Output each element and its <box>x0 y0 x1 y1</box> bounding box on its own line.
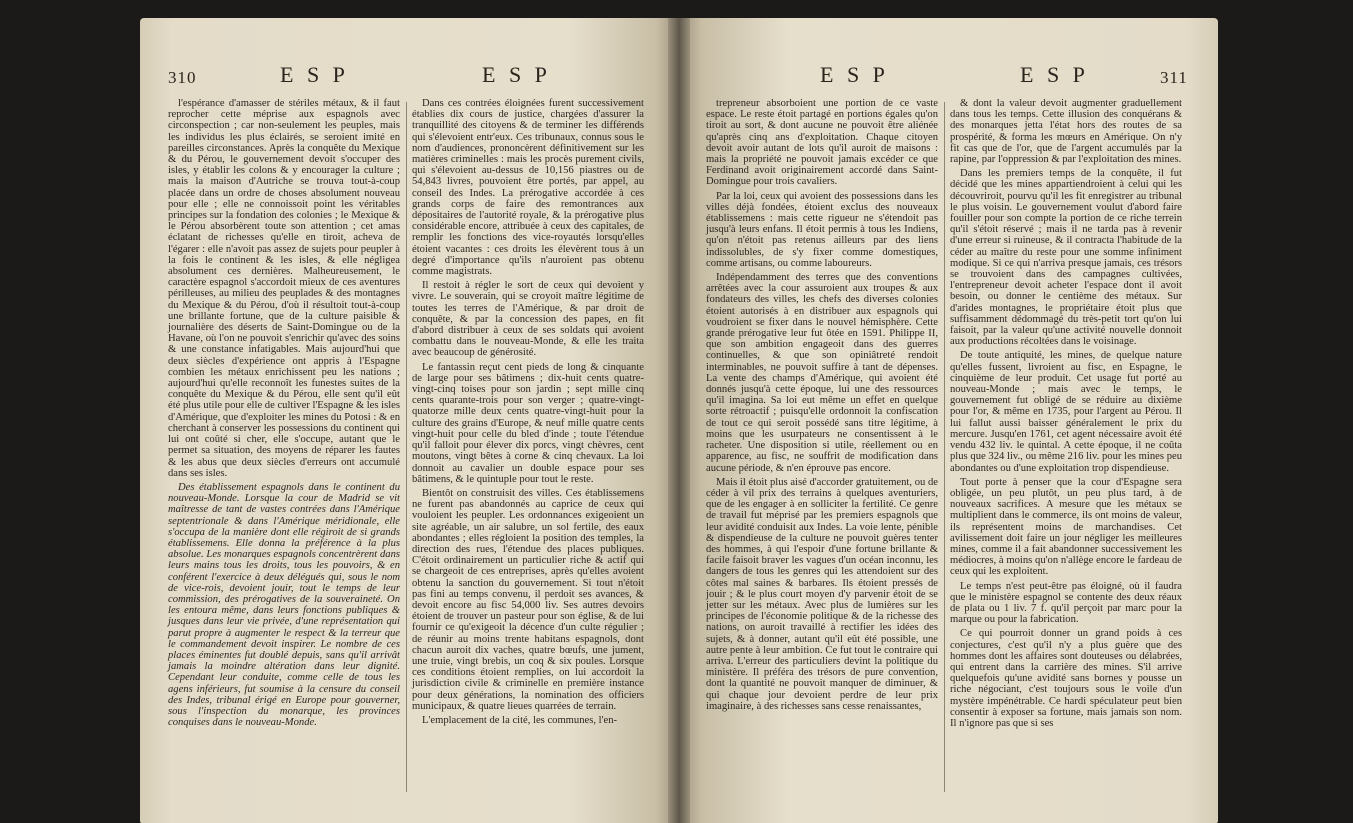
paragraph: l'espérance d'amasser de stériles métaux, & il faut reprocher cette méprise aux espagnols avec circonspection ; car non-seulement les peuples, mais les individus les plus éclairés, se seroient imité en pareilles circonstances. Après la conquête du Mexique & du Pérou, le gouvernement devoit s'occuper des isles, y établir les colons & y encourager la culture ; mais la maison d'Autriche se trouva tout-à-coup placée dans un ordre de choses absolument nouveau pour elle ; elle ne connoissoit point les véritables principes sur la fondation des colonies ; le Mexique & le Pérou absorbèrent toute son attention ; cet amas éclatant de richesses qu'elle en tiroit, acheva de l'égarer : elle n'avoit pas assez de sujets pour peupler à la fois le continent & les isles, & elle négligea absolument ces dernières. Malheureusement, le caractère espagnol s'accordoit mieux de ces aventures périlleuses, au milieu des peuplades & des montagnes du Mexique & du Pérou, d'où il résultoit tout-à-coup une brillante fortune, que de la culture paisible & journalière des déserts de Saint-Domingue ou de la Havane, où l'on ne pouvoit s'enrichir qu'avec des soins & une constance infatigables. Mais aujourd'hui que deux siècles d'expérience ont appris à l'Espagne combien les métaux enrichissent peu les nations ; aujourd'hui qu'elle reconnoît les funestes suites de la conquête du Mexique & du Pérou, elle sent qu'il eût été plus utile pour elle de cultiver l'Espagne & les isles d'Amérique, que d'exploiter les mines du Potosi : & en cherchant à conserver les possessions du continent qui lui ont coûté si cher, elle s'occupe, autant que le permet sa situation, des moyens de réparer les fautes & les abus que deux siècles d'erreurs ont accumulé dans ses isles. <box>168 98 400 479</box>
paragraph: Le fantassin reçut cent pieds de long & cinquante de large pour ses bâtimens ; dix-huit cents quatre-vingt-cinq toises pour son jardin ; sept mille cinq cents quarante-trois pour son verger ; quatre-vingt-quatorze mille deux cents quatre-vingt-huit pour la culture des grains d'Europe, & neuf mille quatre cents vingt-huit pour celle du bled d'inde ; toute l'étendue qu'il falloit pour élever dix porcs, vingt chèvres, cent moutons, vingt bêtes à corne & cinq chevaux. La loi donnoit au cavalier un double espace pour ses bâtimens, & le quintuple pour tout le reste. <box>412 361 644 485</box>
paragraph: De toute antiquité, les mines, de quelque nature qu'elles fussent, livroient au fisc, en Espagne, le cinquième de leur produit. Cet usage fut porté au nouveau-Monde ; mais avec le temps, le gouvernement fut obligé de se réduire au dixième pour l'or, & même en 1735, pour l'argent au Pérou. Il lui fallut aussi baisser généralement le prix du mercure. Jusqu'en 1761, cet agent nécessaire avoit été vendu 432 liv. le quintal. A cette époque, il ne coûta plus que 324 liv., ou même 216 liv. pour les mines peu abondantes ou d'une exploitation trop dispendieuse. <box>950 350 1182 474</box>
paragraph: Le temps n'est peut-être pas éloigné, où il faudra que le ministère espagnol se contente des deux réaux de plata ou 1 liv. 7 f. qu'il perçoit par marc pour la marque ou pour la fabrication. <box>950 580 1182 626</box>
paragraph: Des établissement espagnols dans le continent du nouveau-Monde. Lorsque la cour de Madrid se vit maîtresse de tant de vastes contrées dans l'Amérique septentrionale & dans l'Amérique méridionale, elle s'occupa de la manière dont elle régiroit de si grands établissemens. Elle donna la préférence à la plus absolue. Les monarques espagnols concentrèrent dans leurs mains tous les droits, tous les pouvoirs, & en conférent l'exercice à deux délégués qui, sous le nom de vice-rois, devoient jouir, tout le temps de leur commission, des prérogatives de la souveraineté. On les entoura même, dans leurs fonctions publiques & jusques dans leur vie privée, d'une représentation qui parut propre à augmenter le respect & la terreur que le commandement devoit inspirer. Le nombre de ces places éminentes fut doublé depuis, sans qu'il arrivât jamais la moindre altération dans leur dignité. Cependant leur conduite, comme celle de tous les agens inférieurs, fut soumise à la censure du conseil des Indes, tribunal érigé en Europe pour gouverner, sous l'inspection du monarque, les provinces conquises dans le nouveau-Monde. <box>168 481 400 729</box>
paragraph: & dont la valeur devoit augmenter graduellement dans tous les temps. Cette illusion des conquérans & des monarques jetta l'état hors des routes de sa prospérité, & forma les mœurs en Amérique. On n'y fit cas que de l'or, que de l'argent accumulés par la rapine, par l'oppression & par l'exploitation des mines. <box>950 98 1182 166</box>
paragraph: Dans les premiers temps de la conquête, il fut décidé que les mines appartiendroient à celui qui les découvriroit, pourvu qu'il les fit enregistrer au tribunal le plus voisin. Le gouvernement voulut d'abord faire fouiller pour son compte la portion de ce riche terrein qu'il s'étoit réservé ; mais il ne tarda pas à revenir d'une erreur si ruineuse, & il contracta l'habitude de la céder au maître du reste pour une somme infiniment modique. Si ce qui n'arriva presque jamais, ces trésors se trouvoient dans des campagnes cultivées, l'entrepreneur devoit acheter l'espace dont il avoit besoin, ou donner le centième des métaux. Sur d'arides montagnes, le propriétaire étoit plus que suffisamment dédommagé du très-petit tort qu'on lui faisoit, par la valeur qu'une activité nouvelle donnoit aux productions récoltées dans le voisinage. <box>950 168 1182 348</box>
text-column-1 <box>706 98 938 715</box>
running-header-2: E S P <box>1020 62 1089 87</box>
text-column-2 <box>950 98 1182 732</box>
paragraph: L'emplacement de la cité, les communes, l'en- <box>422 714 618 726</box>
paragraph: Par la loi, ceux qui avoient des possessions dans les villes déjà fondées, étoient exclus des nouveaux établissemens : mais cette rigueur ne s'étendoit pas jusqu'à leurs enfans. Il étoit permis à tous les Indiens, qu'on n'étoit pas retenus ailleurs par des liens indissolubles, de s'y fixer comme domestiques, comme artisans, ou comme laboureurs. <box>706 190 938 269</box>
book-gutter <box>668 18 690 823</box>
text-column-1 <box>168 98 400 731</box>
open-book <box>140 18 1218 823</box>
paragraph: Ce qui pourroit donner un grand poids à ces conjectures, c'est qu'il n'y a plus guère que des hommes dont les affaires sont douteuses ou délabrées, qui entrent dans la carrière des mines. S'il arrive quelquefois qu'une avidité sans bornes y pousse un riche négociant, c'est toujours sous le voile d'un mystère impénétrable. Ce hardi spéculateur peut bien consentir à exposer sa fortune, mais jamais son nom. Il n'ignore pas que si ses <box>950 628 1182 729</box>
running-header: E S P <box>820 62 889 87</box>
column-rule <box>944 102 945 792</box>
page-number: 311 <box>1160 68 1188 87</box>
running-header: E S P <box>280 62 349 87</box>
paragraph: Tout porte à penser que la cour d'Espagne sera obligée, un peu plutôt, un peu plus tard, à de nouveaux sacrifices. A mesure que les métaux se multiplient dans le commerce, ils ont moins de valeur, ils représentent moins de marchandises. Cet avilissement doit faire un jour négliger les meilleures mines, comme il a fait abandonner successivement les médiocres, à moins qu'on n'allège encore le fardeau de ceux qui les exploitent. <box>950 476 1182 578</box>
paragraph: trepreneur absorboient une portion de ce vaste espace. Le reste étoit partagé en portions égales qu'on tiroit au sort, & dont aucune ne pouvoit être aliénée qu'après cinq ans d'exploitation. Chaque citoyen devoit avoir autant de lots qu'il auroit de maisons : mais la propriété ne pouvoit jamais excéder ce que Ferdinand avoit originairement accordé dans Saint-Domingue pour trois cavaliers. <box>706 98 938 188</box>
paragraph: Bientôt on construisit des villes. Ces établissemens ne furent pas abandonnés au caprice de ceux qui vouloient les peupler. Les ordonnances exigeoient un site agréable, un air salubre, un sol fertile, des eaux abondantes ; elles régloient la position des temples, la direction des rues, l'étendue des places publiques. C'étoit ordinairement un particulier riche & actif qui se chargeoit de ces entreprises, après qu'elles avoient obtenu la sanction du gouvernement. Si tout n'étoit pas fini au temps convenu, il perdoit ses avances, & devoit encore au fisc 54,000 liv. Ses autres devoirs étoient de trouver un pasteur pour son église, & de lui fournir ce qu'exigeoit la décence d'un culte régulier ; de réunir au moins trente habitans espagnols, dont chacun auroit dix vaches, quatre bœufs, une jument, une truie, vingt brebis, un coq & six poules. Lorsque ces conditions étoient remplies, on lui accordoit la jurisdiction civile & criminelle en première instance pour deux générations, la nomination des officiers municipaux, & quatre lieues quarrées de terrain. <box>412 487 644 712</box>
paragraph: Il restoit à régler le sort de ceux qui devoient y vivre. Le souverain, qui se croyoit maître légitime de toutes les terres de l'Amérique, & par droit de conquête, & par la concession des papes, en fit d'abord distribuer à ceux de ses soldats qui avoient combattu dans le nouveau-Monde, & elle les traita avec beaucoup de générosité. <box>412 280 644 359</box>
page-number: 310 <box>168 68 197 87</box>
paragraph: Mais il étoit plus aisé d'accorder gratuitement, ou de céder à vil prix des terrains à quelques aventuriers, que de les engager à en solliciter la fertilité. Ce genre de travail fut méprisé par les premiers espagnols que leur avidité conduisit aux Indes. La voie lente, pénible & dispendieuse de la culture ne pouvoit guères tenter des hommes, à qui l'espoir d'une fortune brillante & facile faisoit braver les vagues d'un océan inconnu, les dangers de tous les genres qui les attendoient sur des côtes mal saines & barbares. Ils étoient pressés de jouir ; & le plus court moyen d'y parvenir étoit de se jetter sur les métaux. Avec plus de lumières sur les principes de l'économie politique & de la richesse des nations, on auroit travaillé à rectifier les idées des sujets, & à donner, autant qu'il eût été possible, une autre pente à leur ambition. Ce fut tout le contraire qui arriva. L'erreur des particuliers devint la politique du ministère. Il préféra des trésors de pure convention, dont la quantité ne pouvoit manquer de diminuer, & qui chaque jour devoient perdre de leur prix imaginaire, à des richesses sans cesse renaissantes, <box>706 476 938 712</box>
left-page <box>140 18 678 823</box>
text-column-2 <box>412 98 644 729</box>
right-page <box>680 18 1218 823</box>
paragraph: Dans ces contrées éloignées furent successivement établies dix cours de justice, chargées d'assurer la tranquillité des citoyens & de terminer les différends qui s'élevoient entr'eux. Ces tribunaux, connus sous le nom d'audiences, prononcèrent définitivement sur les matières criminelles : mais les procès purement civils, qui s'élevoient au-dessus de 10,156 piastres ou de 54,843 livres, pouvoient être portés, par appel, au conseil des Indes. La prérogative accordée à ces grands corps de faire des remontrances aux dépositaires de l'autorité royale, & la prérogative plus considérable encore, attribuée à ceux des capitales, de remplir les fonctions des vice-royautés lorsqu'elles étoient vacantes : ces droits les élevèrent tous à un degré d'importance qu'ils n'auroient pas obtenu comme magistrats. <box>412 98 644 278</box>
running-header-2: E S P <box>482 62 551 87</box>
paragraph: Indépendamment des terres que des conventions arrêtées avec la cour assuroient aux troupes & aux fondateurs des villes, les chefs des diverses colonies étoient autorisés à en distribuer aux espagnols qui voudroient se fixer dans le nouvel hémisphère. Cette grande prérogative leur fut ôtée en 1591. Philippe II, que son ambition engageoit dans des guerres continuelles, & que son opiniâtreté rendoit interminables, ne pouvoit suffire à tant de dépenses. La vente des champs d'Amérique, qui avoient été donnés jusqu'à cette époque, lui une des ressources qu'il imagina. Sa loi eut même un effet en quelque sorte rétroactif ; puisqu'elle ordonnoit la confiscation de tout ce qui seroit possédé sans titre légitime, à moins que les usurpateurs ne consentissent à le racheter. Une disposition si utile, réellement ou en apparence, au fisc, ne souffrit de modification dans aucune période, & n'en éprouve pas encore. <box>706 272 938 474</box>
column-rule <box>406 102 407 792</box>
